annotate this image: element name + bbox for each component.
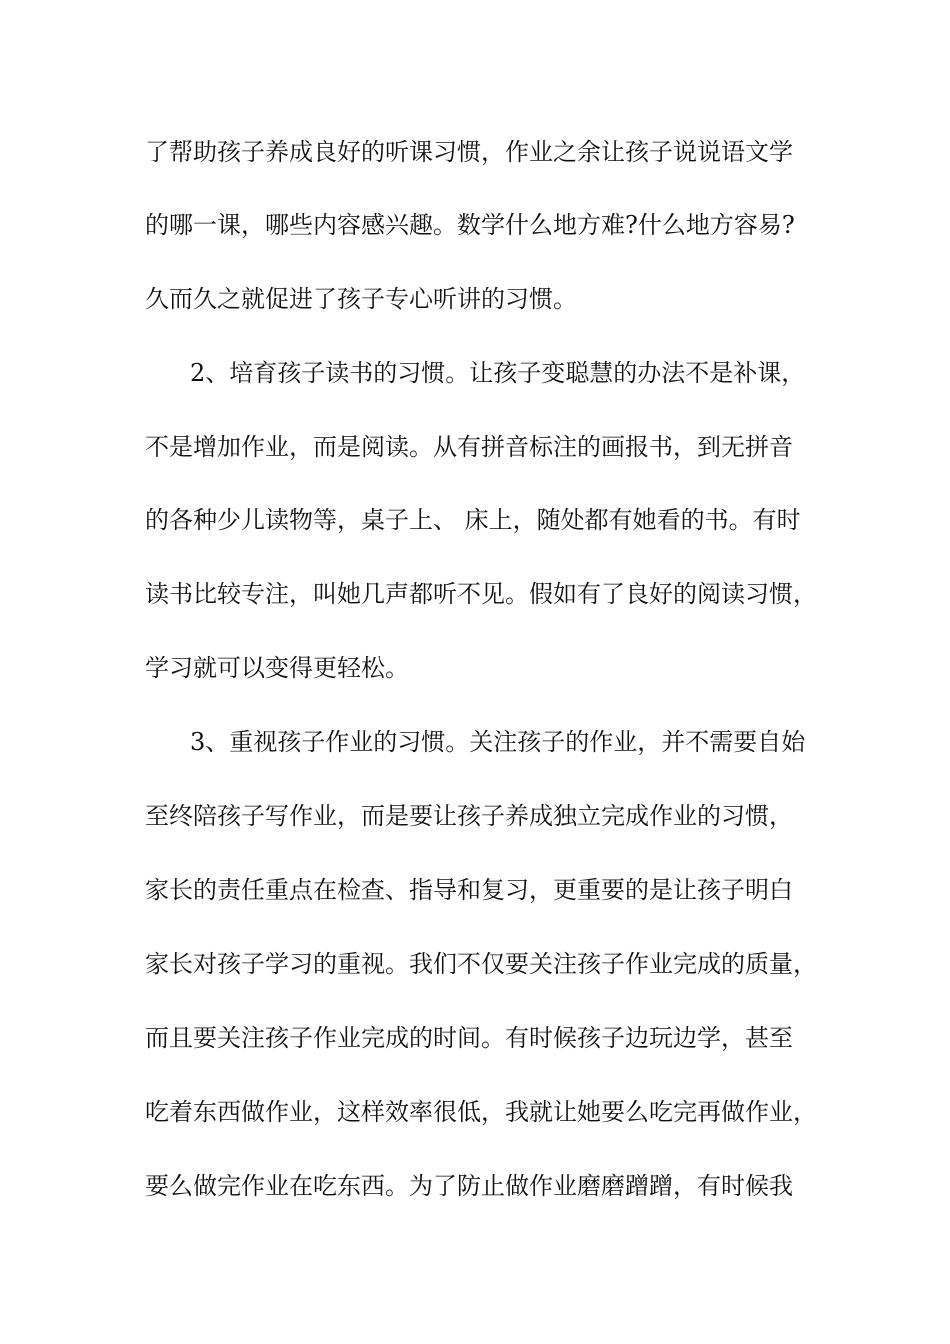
text-line: 了帮助孩子养成良好的听课习惯，作业之余让孩子说说语文学 — [145, 138, 793, 166]
text-line: 学习就可以变得更轻松。 — [145, 654, 409, 682]
text-line: 吃着东西做作业，这样效率很低，我就让她要么吃完再做作业， — [145, 1098, 817, 1126]
text-line: 久而久之就促进了孩子专心听讲的习惯。 — [145, 285, 577, 313]
text-line: 家长的责任重点在检查、指导和复习，更重要的是让孩子明白 — [145, 876, 793, 904]
text-line: 的哪一课，哪些内容感兴趣。数学什么地方难?什么地方容易? — [145, 211, 795, 239]
text-line: 家长对孩子学习的重视。我们不仅要关注孩子作业完成的质量， — [145, 950, 817, 978]
paragraph-start-line: 3、重视孩子作业的习惯。关注孩子的作业，并不需要自始 — [190, 728, 806, 756]
text-line: 要么做完作业在吃东西。为了防止做作业磨磨蹭蹭，有时候我 — [145, 1172, 793, 1200]
paragraph-start-line: 2、培育孩子读书的习惯。让孩子变聪慧的办法不是补课， — [190, 359, 806, 387]
text-line: 不是增加作业，而是阅读。从有拼音标注的画报书，到无拼音 — [145, 433, 793, 461]
text-line: 至终陪孩子写作业，而是要让孩子养成独立完成作业的习惯， — [145, 802, 793, 830]
text-line: 读书比较专注，叫她几声都听不见。假如有了良好的阅读习惯， — [145, 580, 817, 608]
text-line: 而且要关注孩子作业完成的时间。有时候孩子边玩边学，甚至 — [145, 1024, 793, 1052]
text-line: 的各种少儿读物等，桌子上、 床上，随处都有她看的书。有时 — [145, 506, 801, 534]
